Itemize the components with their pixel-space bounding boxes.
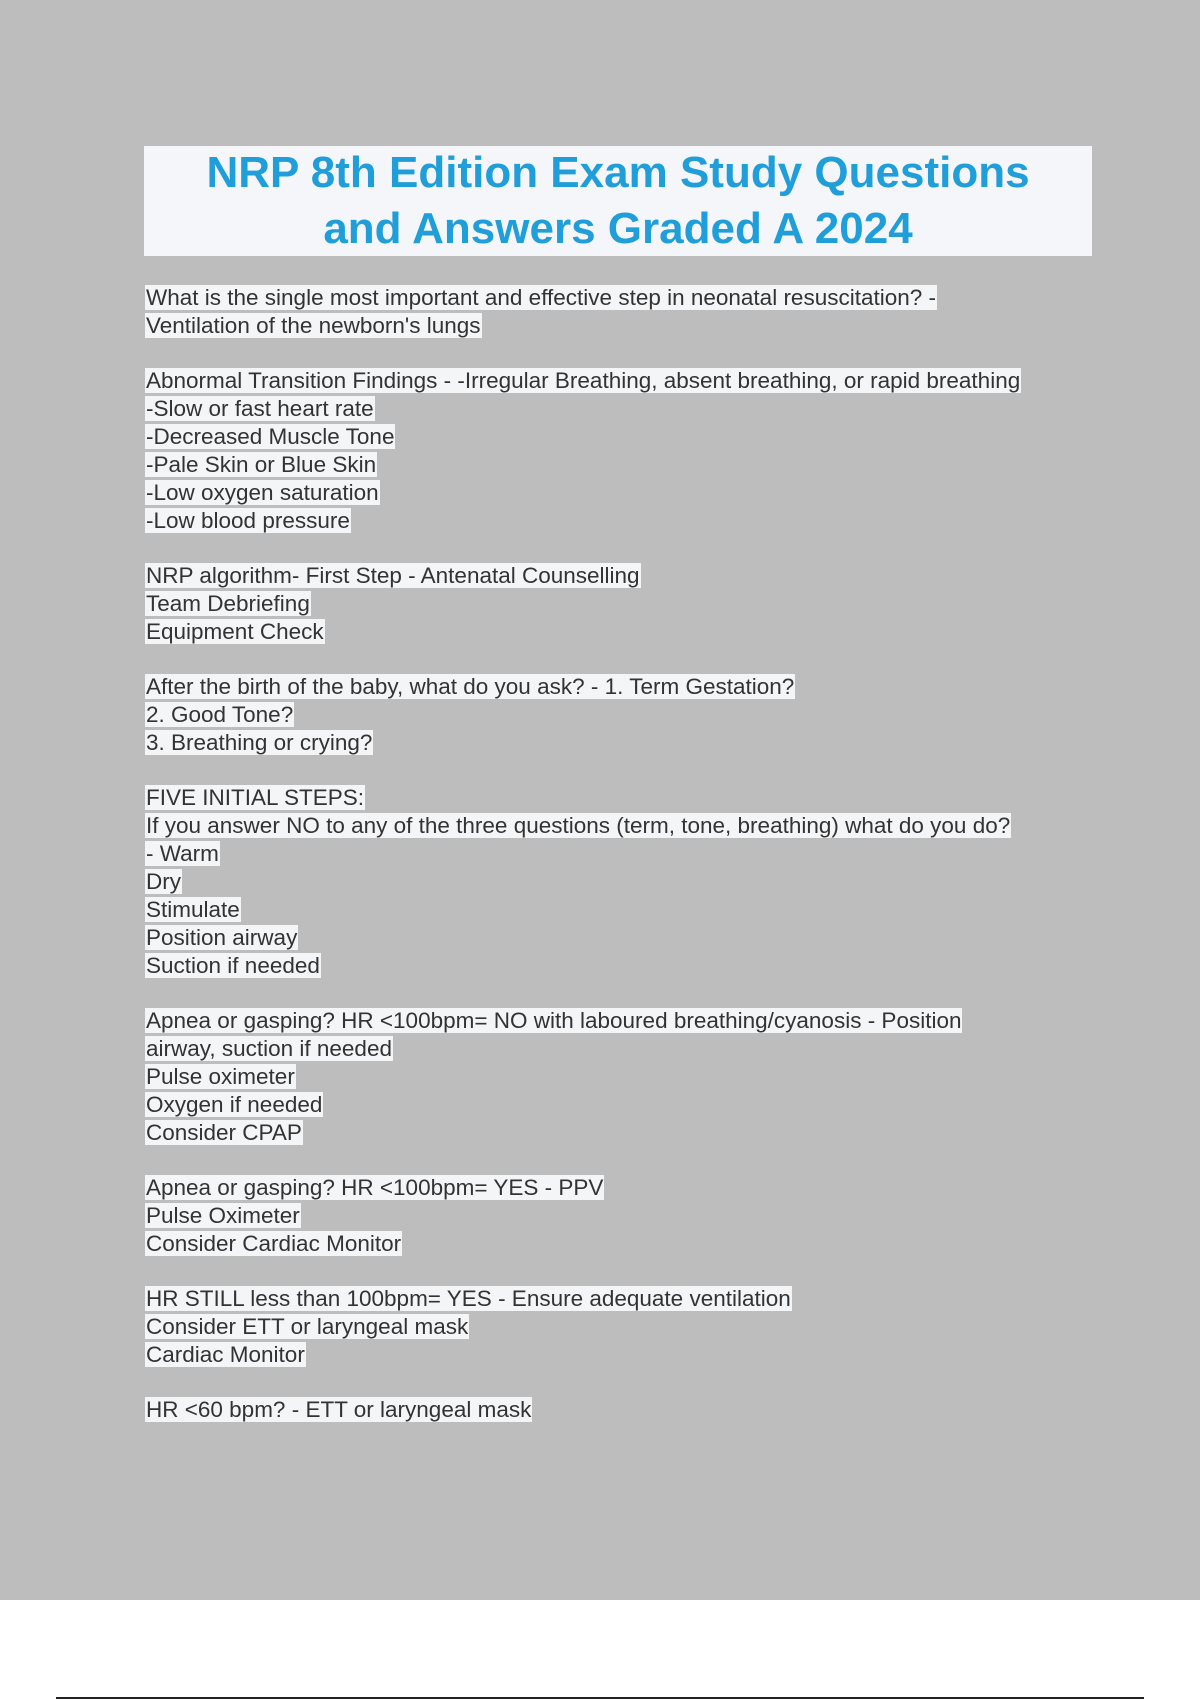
text-line (145, 423, 1105, 451)
text-line (145, 507, 1105, 535)
text-line (145, 1174, 1105, 1202)
text-line-content: airway, suction if needed (146, 1036, 392, 1061)
text-line-content: FIVE INITIAL STEPS: (146, 785, 364, 810)
text-line (145, 367, 1105, 395)
text-line-content: Suction if needed (146, 953, 320, 978)
text-line-content: HR STILL less than 100bpm= YES - Ensure adequate ventilation (146, 1286, 791, 1311)
text-line (145, 784, 1105, 812)
text-line (145, 1007, 1105, 1035)
qa-block (145, 673, 1105, 757)
text-line-content: Consider CPAP (146, 1120, 302, 1145)
text-line-content: Abnormal Transition Findings - -Irregular Breathing, absent breathing, or rapid breathing (146, 368, 1021, 393)
text-line (145, 896, 1105, 924)
text-line-content: Position airway (146, 925, 298, 950)
footer-divider (56, 1697, 1144, 1699)
text-line (145, 1285, 1105, 1313)
text-line-content: HR <60 bpm? - ETT or laryngeal mask (146, 1397, 532, 1422)
text-line (145, 395, 1105, 423)
qa-block (145, 784, 1105, 980)
text-line-content: What is the single most important and effective step in neonatal resuscitation? - (146, 285, 937, 310)
text-line (145, 673, 1105, 701)
text-line (145, 1063, 1105, 1091)
text-line (145, 618, 1105, 646)
qa-block (145, 284, 1105, 340)
page-title-line-1: NRP 8th Edition Exam Study Questions (206, 148, 1030, 197)
qa-block (145, 1007, 1105, 1147)
text-line (145, 1202, 1105, 1230)
text-line-content: Apnea or gasping? HR <100bpm= NO with laboured breathing/cyanosis - Position (146, 1008, 962, 1033)
text-line (145, 479, 1105, 507)
text-line-content: Oxygen if needed (146, 1092, 323, 1117)
text-line-content: -Slow or fast heart rate (146, 396, 374, 421)
text-line-content: Consider ETT or laryngeal mask (146, 1314, 469, 1339)
text-line-content: Stimulate (146, 897, 240, 922)
text-line (145, 1313, 1105, 1341)
text-line (145, 1396, 1105, 1424)
text-line-content: 3. Breathing or crying? (146, 730, 373, 755)
text-line-content: Pulse Oximeter (146, 1203, 300, 1228)
qa-block (145, 1174, 1105, 1258)
text-line (145, 1230, 1105, 1258)
text-line (145, 952, 1105, 980)
text-line-content: Cardiac Monitor (146, 1342, 305, 1367)
text-line (145, 1341, 1105, 1369)
text-line-content: -Pale Skin or Blue Skin (146, 452, 377, 477)
text-line (145, 812, 1105, 840)
text-line-content: Dry (146, 869, 181, 894)
qa-block (145, 1285, 1105, 1369)
text-line-content: - Warm (146, 841, 219, 866)
text-line-content: If you answer NO to any of the three questions (term, tone, breathing) what do you do? (146, 813, 1011, 838)
text-line (145, 562, 1105, 590)
text-line-content: 2. Good Tone? (146, 702, 294, 727)
qa-content (145, 284, 1105, 1451)
text-line (145, 590, 1105, 618)
text-line-content: NRP algorithm- First Step - Antenatal Counselling (146, 563, 640, 588)
qa-block (145, 367, 1105, 535)
text-line (145, 1035, 1105, 1063)
text-line-content: -Low blood pressure (146, 508, 350, 533)
text-line-content: -Decreased Muscle Tone (146, 424, 395, 449)
text-line-content: After the birth of the baby, what do you ask? - 1. Term Gestation? (146, 674, 795, 699)
text-line (145, 924, 1105, 952)
text-line (145, 451, 1105, 479)
text-line (145, 312, 1105, 340)
text-line (145, 284, 1105, 312)
text-line-content: Equipment Check (146, 619, 324, 644)
text-line-content: Ventilation of the newborn's lungs (146, 313, 481, 338)
text-line-content: -Low oxygen saturation (146, 480, 379, 505)
text-line (145, 729, 1105, 757)
page-title-line-2: and Answers Graded A 2024 (323, 204, 913, 253)
title-banner (144, 146, 1092, 256)
qa-block (145, 562, 1105, 646)
text-line (145, 1091, 1105, 1119)
qa-block (145, 1396, 1105, 1424)
text-line-content: Consider Cardiac Monitor (146, 1231, 402, 1256)
text-line-content: Team Debriefing (146, 591, 310, 616)
text-line-content: Pulse oximeter (146, 1064, 295, 1089)
text-line (145, 868, 1105, 896)
text-line (145, 701, 1105, 729)
text-line (145, 1119, 1105, 1147)
text-line (145, 840, 1105, 868)
text-line-content: Apnea or gasping? HR <100bpm= YES - PPV (146, 1175, 604, 1200)
